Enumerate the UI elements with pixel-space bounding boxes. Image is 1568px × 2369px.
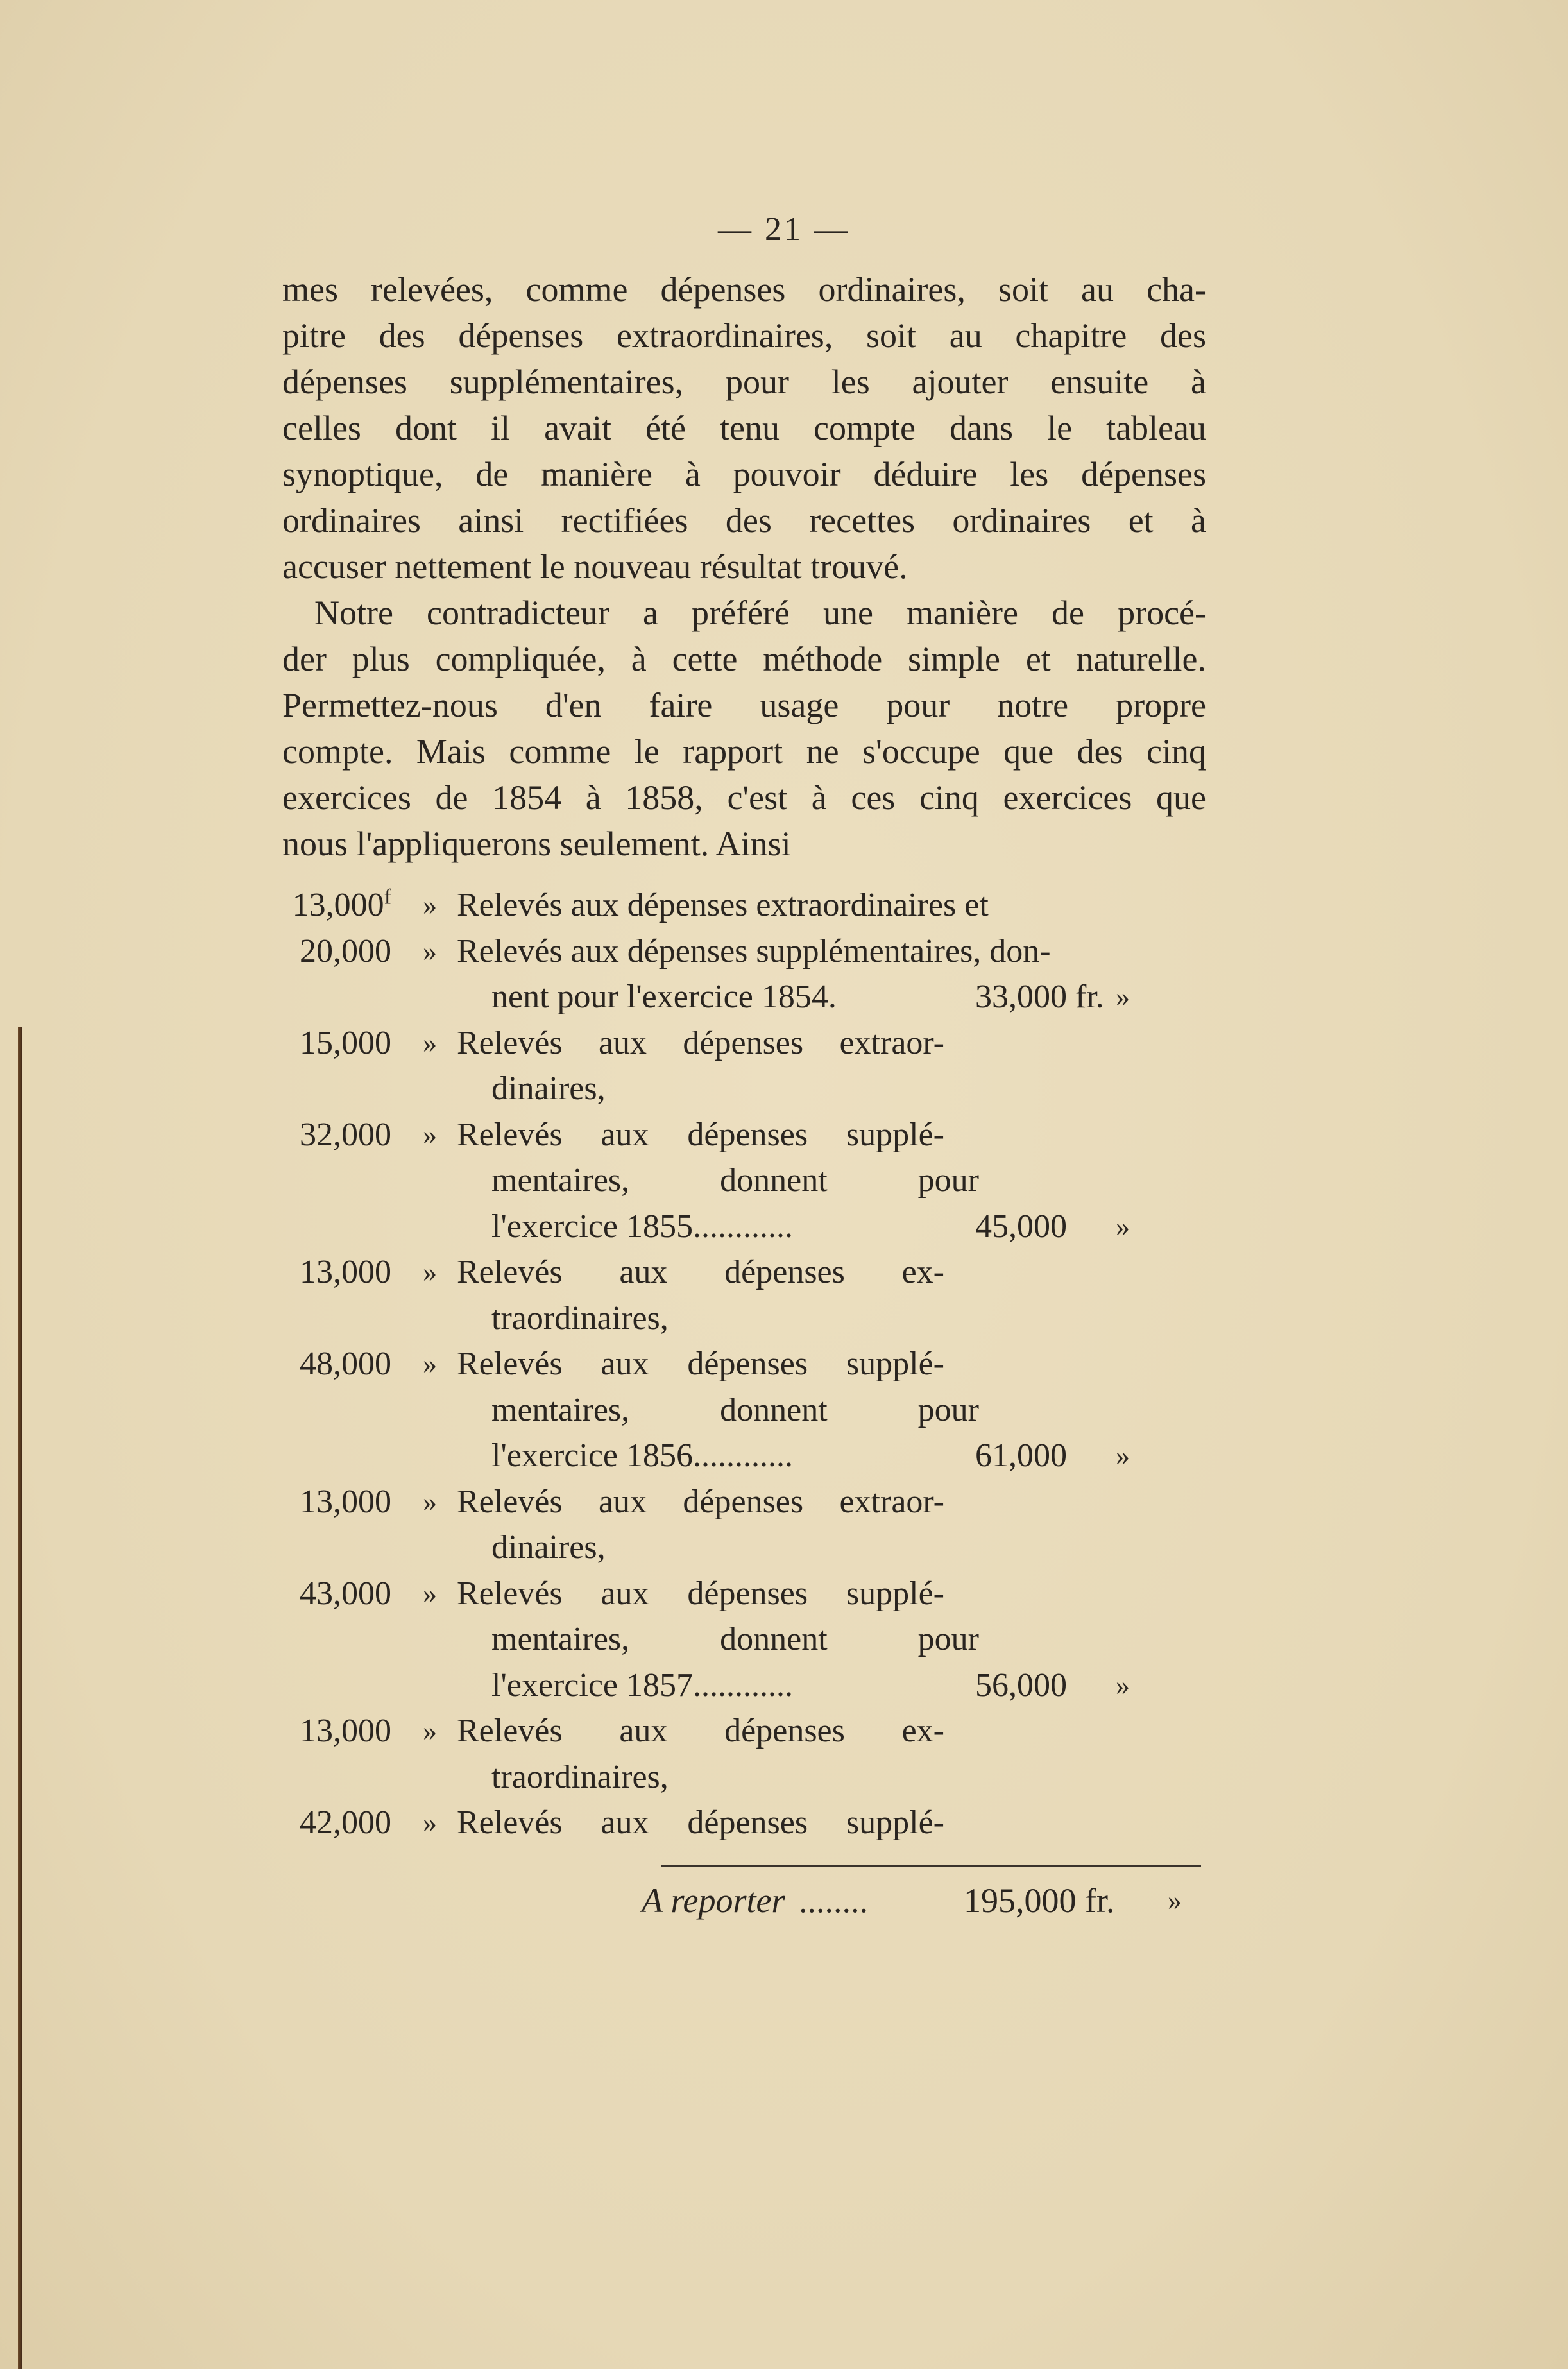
- ledger-total-guillemet: »: [1116, 1210, 1130, 1242]
- ledger-guillemet: »: [423, 1577, 437, 1609]
- page-number: — 21 —: [718, 211, 850, 248]
- ledger-row: [282, 1020, 1206, 1066]
- ledger-row: [282, 1479, 1206, 1525]
- carry-forward-label: A reporter: [642, 1881, 785, 1920]
- prose-line: Notre contradicteur a préféré une manière de procé-: [314, 594, 1206, 632]
- ledger-guillemet: »: [423, 935, 437, 967]
- paragraph-1: [282, 266, 1206, 590]
- ledger-guillemet: »: [423, 1715, 437, 1747]
- carry-forward-sum: 195,000 fr.: [964, 1881, 1115, 1920]
- ledger-row: [282, 1112, 1206, 1158]
- ledger-guillemet: »: [423, 1256, 437, 1288]
- prose-line: nous l'appliquerons seulement. Ainsi: [282, 825, 791, 863]
- ledger-amount: [282, 1020, 391, 1066]
- ledger-row: [282, 882, 1206, 928]
- ledger-amount-value: 48,000: [300, 1346, 391, 1382]
- ledger-amount-value: 42,000: [300, 1804, 391, 1841]
- ledger-label: Relevés aux dépenses supplé-: [457, 1804, 944, 1841]
- ledger-amount-value: 20,000: [300, 932, 391, 970]
- ledger-row: [282, 1800, 1206, 1846]
- ledger-label: Relevés aux dépenses extraor-: [457, 1024, 944, 1061]
- ledger-label: Relevés aux dépenses supplé-: [457, 1116, 944, 1153]
- ledger-total-guillemet: »: [1116, 1669, 1130, 1701]
- ledger-row: [282, 1296, 1206, 1342]
- ledger-amount: [282, 1479, 391, 1525]
- ledger-label: Relevés aux dépenses extraor-: [457, 1483, 944, 1520]
- ledger-guillemet: »: [423, 1485, 437, 1518]
- ledger-row: [282, 1433, 1206, 1479]
- ledger-label: dinaires,: [491, 1529, 606, 1566]
- ledger-label: Relevés aux dépenses supplé-: [457, 1575, 944, 1612]
- prose-line: compte. Mais comme le rapport ne s'occupe que des cinq: [282, 732, 1206, 771]
- ledger-label: traordinaires,: [491, 1299, 669, 1337]
- ledger-label: l'exercice 1855............: [491, 1208, 793, 1245]
- ledger-year-total: 61,000: [975, 1437, 1067, 1474]
- ledger-row: [282, 1754, 1206, 1800]
- ledger-label: Relevés aux dépenses extraordinaires et: [457, 887, 989, 923]
- ledger-amount: [282, 1249, 391, 1296]
- ledger-row: [282, 1616, 1206, 1663]
- ledger-label: mentaires, donnent pour: [491, 1621, 979, 1657]
- ledger-row: [282, 928, 1206, 975]
- ledger-row: [282, 1571, 1206, 1617]
- carry-forward-line: [282, 1877, 1206, 1924]
- ledger-label: l'exercice 1857............: [491, 1666, 793, 1704]
- ledger-guillemet: »: [423, 1807, 437, 1838]
- prose-line: dépenses supplémentaires, pour les ajouter ensuite à: [282, 363, 1206, 401]
- ledger-total-guillemet: »: [1116, 1440, 1130, 1471]
- ledger-label: mentaires, donnent pour: [491, 1162, 979, 1199]
- ledger-label: traordinaires,: [491, 1758, 669, 1795]
- ledger-year-total: 45,000: [975, 1208, 1067, 1245]
- ledger-guillemet: »: [423, 1027, 437, 1059]
- prose-line: ordinaires ainsi rectifiées des recettes ordinaires et à: [282, 501, 1206, 540]
- prose-block: [282, 266, 1206, 867]
- ledger-guillemet: »: [423, 1118, 437, 1150]
- ledger-row: [282, 1249, 1206, 1296]
- ledger-year-total: 33,000 fr.: [975, 979, 1104, 1015]
- prose-line: accuser nettement le nouveau résultat trouvé.: [282, 547, 908, 586]
- ledger-amount-value: 15,000: [300, 1024, 391, 1061]
- prose-line: celles dont il avait été tenu compte dans le tableau: [282, 409, 1206, 447]
- ledger-amount: [282, 928, 391, 975]
- expense-ledger: [282, 882, 1206, 1846]
- franc-superscript: f: [384, 885, 391, 909]
- carry-forward-guillemet: »: [1168, 1885, 1182, 1916]
- ledger-row: [282, 974, 1206, 1020]
- ledger-label: nent pour l'exercice 1854.: [491, 979, 837, 1015]
- ledger-label: Relevés aux dépenses supplémentaires, don-: [457, 932, 1051, 970]
- ledger-amount: [282, 1708, 391, 1754]
- ledger-amount-value: 43,000: [300, 1575, 391, 1612]
- ledger-amount: [282, 882, 391, 928]
- paragraph-2: [282, 590, 1206, 867]
- binding-edge: [18, 1027, 22, 2369]
- ledger-amount: [282, 1571, 391, 1617]
- ledger-guillemet: »: [423, 1348, 437, 1380]
- ledger-guillemet: »: [423, 889, 437, 921]
- ledger-amount-value: 13,000: [300, 1483, 391, 1520]
- prose-line: synoptique, de manière à pouvoir déduire les dépenses: [282, 455, 1206, 493]
- ledger-row: [282, 1341, 1206, 1387]
- leader-dots: ........: [799, 1881, 868, 1920]
- ledger-row: [282, 1525, 1206, 1571]
- ledger-row: [282, 1204, 1206, 1250]
- ledger-row: [282, 1066, 1206, 1112]
- ledger-amount: [282, 1800, 391, 1846]
- total-rule: [661, 1865, 1201, 1867]
- ledger-amount-value: 13,000: [300, 1254, 391, 1290]
- ledger-row: [282, 1663, 1206, 1709]
- ledger-amount-value: 13,000: [292, 887, 384, 923]
- prose-line: mes relevées, comme dépenses ordinaires, soit au cha-: [282, 270, 1206, 309]
- ledger-label: dinaires,: [491, 1070, 606, 1107]
- ledger-amount: [282, 1112, 391, 1158]
- ledger-total-guillemet: »: [1116, 981, 1130, 1013]
- prose-line: der plus compliquée, à cette méthode simple et naturelle.: [282, 640, 1206, 678]
- ledger-amount-value: 32,000: [300, 1116, 391, 1153]
- prose-line: exercices de 1854 à 1858, c'est à ces cinq exercices que: [282, 778, 1206, 817]
- ledger-label: mentaires, donnent pour: [491, 1391, 979, 1428]
- ledger-label: Relevés aux dépenses ex-: [457, 1254, 944, 1290]
- ledger-label: Relevés aux dépenses ex-: [457, 1713, 944, 1749]
- ledger-row: [282, 1387, 1206, 1433]
- prose-line: pitre des dépenses extraordinaires, soit au chapitre des: [282, 316, 1206, 355]
- ledger-row: [282, 1708, 1206, 1754]
- ledger-amount: [282, 1341, 391, 1387]
- ledger-row: [282, 1158, 1206, 1204]
- ledger-year-total: 56,000: [975, 1666, 1067, 1704]
- ledger-label: l'exercice 1856............: [491, 1437, 793, 1474]
- prose-line: Permettez-nous d'en faire usage pour notre propre: [282, 686, 1206, 724]
- ledger-amount-value: 13,000: [300, 1713, 391, 1749]
- ledger-label: Relevés aux dépenses supplé-: [457, 1346, 944, 1382]
